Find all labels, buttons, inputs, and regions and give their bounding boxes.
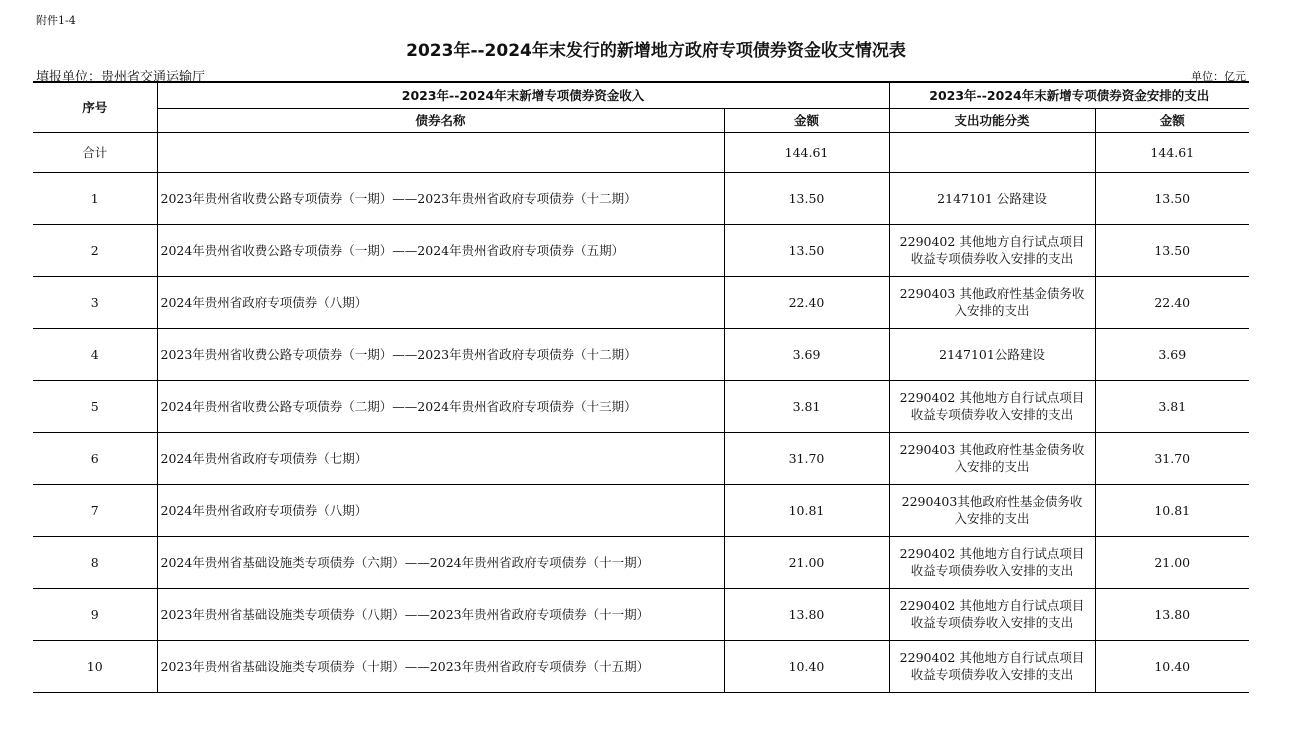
table-row: [33, 276, 1249, 328]
row-amount: 31.70: [724, 432, 889, 484]
row-amount: 10.40: [724, 640, 889, 692]
row-seq: 2: [33, 224, 157, 276]
func-line: 收益专项债券收入安排的支出: [910, 407, 1074, 422]
row-func-class: [889, 640, 1095, 692]
row-amount: 22.40: [724, 276, 889, 328]
col-income-group: 2023年--2024年末新增专项债券资金收入: [157, 82, 889, 108]
total-amount2: 144.61: [1095, 132, 1249, 172]
fill-unit: 填报单位：贵州省交通运输厅: [36, 70, 206, 85]
row-seq: 5: [33, 380, 157, 432]
func-line: 2290402 其他地方自行试点项目: [899, 598, 1085, 613]
total-amount: 144.61: [724, 132, 889, 172]
col-amount: 金额: [724, 108, 889, 132]
table-row: [33, 588, 1249, 640]
row-amount2: 13.50: [1095, 224, 1249, 276]
func-line: 2290402 其他地方自行试点项目: [899, 650, 1085, 665]
total-func-cell: [889, 132, 1095, 172]
table-row: [33, 536, 1249, 588]
func-line: 2290403 其他政府性基金债务收: [899, 442, 1085, 457]
func-line: 收益专项债券收入安排的支出: [910, 563, 1074, 578]
row-func-class: [889, 536, 1095, 588]
row-bond-name: 2023年贵州省基础设施类专项债券（十期）——2023年贵州省政府专项债券（十五期）: [157, 640, 724, 692]
row-seq: 10: [33, 640, 157, 692]
row-bond-name: 2023年贵州省收费公路专项债券（一期）——2023年贵州省政府专项债券（十二期）: [157, 172, 724, 224]
func-line: 2290403 其他政府性基金债务收: [899, 286, 1085, 301]
total-bond-cell: [157, 132, 724, 172]
row-bond-name: 2024年贵州省收费公路专项债券（二期）——2024年贵州省政府专项债券（十三期）: [157, 380, 724, 432]
func-line: 2290403其他政府性基金债务收: [901, 494, 1083, 509]
row-func-class: [889, 432, 1095, 484]
row-amount: 13.50: [724, 224, 889, 276]
func-line: 入安排的支出: [954, 511, 1030, 526]
bond-table: [33, 81, 1249, 693]
row-bond-name: 2023年贵州省基础设施类专项债券（八期）——2023年贵州省政府专项债券（十一期）: [157, 588, 724, 640]
func-line: 2290402 其他地方自行试点项目: [899, 390, 1085, 405]
func-line: 收益专项债券收入安排的支出: [910, 667, 1074, 682]
table-row: [33, 172, 1249, 224]
col-func-class: 支出功能分类: [889, 108, 1095, 132]
row-func-class: [889, 328, 1095, 380]
total-label: 合计: [33, 132, 157, 172]
row-seq: 8: [33, 536, 157, 588]
row-amount2: 3.69: [1095, 328, 1249, 380]
row-amount2: 10.40: [1095, 640, 1249, 692]
unit-label: 单位：亿元: [1191, 70, 1246, 83]
row-func-class: [889, 224, 1095, 276]
row-func-class: [889, 484, 1095, 536]
func-line: 2290402 其他地方自行试点项目: [899, 546, 1085, 561]
row-amount2: 13.50: [1095, 172, 1249, 224]
func-line: 2147101 公路建设: [937, 190, 1047, 206]
col-expense-group: 2023年--2024年末新增专项债券资金安排的支出: [889, 82, 1249, 108]
row-seq: 7: [33, 484, 157, 536]
row-amount: 3.81: [724, 380, 889, 432]
row-seq: 4: [33, 328, 157, 380]
page-title: 2023年--2024年末发行的新增地方政府专项债券资金收支情况表: [406, 41, 906, 61]
attachment-label: 附件1-4: [36, 14, 76, 27]
row-bond-name: 2024年贵州省收费公路专项债券（一期）——2024年贵州省政府专项债券（五期）: [157, 224, 724, 276]
row-func-class: [889, 588, 1095, 640]
table-row: [33, 432, 1249, 484]
col-bond-name: 债券名称: [157, 108, 724, 132]
func-line: 入安排的支出: [954, 459, 1030, 474]
total-row: [33, 132, 1249, 172]
func-line: 2290402 其他地方自行试点项目: [899, 234, 1085, 249]
row-amount2: 3.81: [1095, 380, 1249, 432]
row-amount2: 13.80: [1095, 588, 1249, 640]
row-amount2: 10.81: [1095, 484, 1249, 536]
table-row: [33, 640, 1249, 692]
row-bond-name: 2024年贵州省政府专项债券（八期）: [157, 484, 724, 536]
row-bond-name: 2023年贵州省收费公路专项债券（一期）——2023年贵州省政府专项债券（十二期）: [157, 328, 724, 380]
table-row: [33, 484, 1249, 536]
func-line: 收益专项债券收入安排的支出: [910, 615, 1074, 630]
row-seq: 3: [33, 276, 157, 328]
col-seq: 序号: [33, 82, 157, 132]
col-amount2: 金额: [1095, 108, 1249, 132]
row-func-class: [889, 276, 1095, 328]
row-amount2: 31.70: [1095, 432, 1249, 484]
row-amount: 13.50: [724, 172, 889, 224]
row-bond-name: 2024年贵州省政府专项债券（八期）: [157, 276, 724, 328]
row-amount2: 22.40: [1095, 276, 1249, 328]
row-bond-name: 2024年贵州省政府专项债券（七期）: [157, 432, 724, 484]
row-func-class: [889, 172, 1095, 224]
row-amount: 13.80: [724, 588, 889, 640]
row-func-class: [889, 380, 1095, 432]
row-seq: 9: [33, 588, 157, 640]
func-line: 入安排的支出: [954, 303, 1030, 318]
func-line: 2147101公路建设: [939, 346, 1045, 362]
row-seq: 6: [33, 432, 157, 484]
table-row: [33, 380, 1249, 432]
row-amount: 10.81: [724, 484, 889, 536]
table-row: [33, 224, 1249, 276]
row-amount: 21.00: [724, 536, 889, 588]
table-row: [33, 328, 1249, 380]
row-bond-name: 2024年贵州省基础设施类专项债券（六期）——2024年贵州省政府专项债券（十一期）: [157, 536, 724, 588]
row-amount: 3.69: [724, 328, 889, 380]
row-seq: 1: [33, 172, 157, 224]
func-line: 收益专项债券收入安排的支出: [910, 251, 1074, 266]
row-amount2: 21.00: [1095, 536, 1249, 588]
